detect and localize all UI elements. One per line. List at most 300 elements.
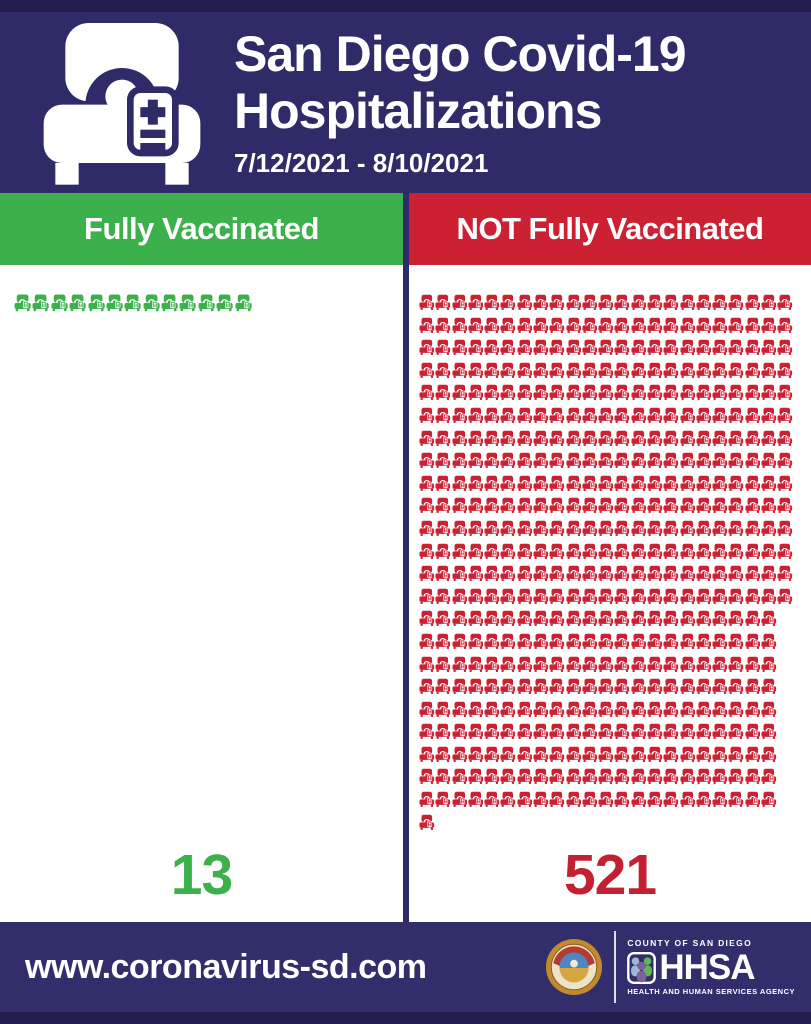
bed-icon [598, 722, 614, 741]
bed-icon [680, 519, 696, 538]
bed-icon [745, 429, 761, 448]
bed-icon [419, 542, 435, 561]
bed-icon [533, 383, 549, 402]
bed-icon-row [419, 316, 811, 335]
bed-icon [663, 677, 679, 696]
bed-icon [745, 496, 761, 515]
bed-icon [647, 609, 663, 628]
bed-icon [663, 519, 679, 538]
bed-icon [419, 632, 435, 651]
bottom-border-strip [0, 1012, 811, 1024]
bed-icon [484, 790, 500, 809]
bed-icon [566, 383, 582, 402]
bed-icon [712, 745, 728, 764]
bed-icon [517, 542, 533, 561]
bed-icon [549, 587, 565, 606]
bed-icon [435, 429, 451, 448]
column-not-fully-vaccinated [409, 193, 811, 922]
bed-icon [435, 722, 451, 741]
bed-icon [484, 722, 500, 741]
bed-icon [745, 519, 761, 538]
bed-icon [728, 542, 744, 561]
bed-icon [631, 519, 647, 538]
bed-icon [533, 564, 549, 583]
bed-icon [435, 700, 451, 719]
bed-icon [745, 338, 761, 357]
bed-icon [680, 655, 696, 674]
bed-icon-row [419, 564, 811, 583]
bed-icon [468, 496, 484, 515]
bed-icon [435, 293, 451, 312]
bed-icon [484, 564, 500, 583]
bed-icon [468, 429, 484, 448]
bed-icon [745, 383, 761, 402]
bed-icon [452, 790, 468, 809]
bed-icon [549, 361, 565, 380]
bed-icon [745, 451, 761, 470]
bed-icon [533, 609, 549, 628]
bed-icon [500, 587, 516, 606]
bed-icon [582, 587, 598, 606]
bed-icon [696, 587, 712, 606]
bed-icon [598, 767, 614, 786]
header-text [234, 26, 686, 179]
bed-icon [533, 790, 549, 809]
bed-icon [712, 790, 728, 809]
bed-icon-row [419, 655, 811, 674]
bed-icon [484, 496, 500, 515]
bed-icon-row [419, 587, 811, 606]
bed-icon [647, 361, 663, 380]
bed-icon [452, 700, 468, 719]
bed-icon [745, 361, 761, 380]
bed-icon [696, 722, 712, 741]
bed-icon [566, 609, 582, 628]
bed-icon [712, 519, 728, 538]
bed-icon [452, 632, 468, 651]
date-range: 7/12/2021 - 8/10/2021 [234, 148, 489, 178]
bed-icon [614, 496, 630, 515]
bed-icon [419, 564, 435, 583]
bed-icon [435, 564, 451, 583]
bed-icon [663, 632, 679, 651]
bed-icon [452, 474, 468, 493]
bed-icon-row [419, 406, 811, 425]
bed-icon [614, 790, 630, 809]
bed-icon [598, 361, 614, 380]
bed-icon [549, 406, 565, 425]
bed-icon [533, 655, 549, 674]
bed-icon [566, 293, 582, 312]
bed-icon [631, 609, 647, 628]
bed-icon [761, 790, 777, 809]
bed-icon [761, 316, 777, 335]
bed-icon [566, 496, 582, 515]
bed-icon [761, 383, 777, 402]
page-title [234, 26, 686, 139]
bed-icon [484, 767, 500, 786]
bed-icon [728, 767, 744, 786]
bed-icon [614, 700, 630, 719]
bed-icon [680, 361, 696, 380]
bed-icon [452, 655, 468, 674]
bed-icon [549, 790, 565, 809]
bed-icon [647, 519, 663, 538]
bed-icon [598, 632, 614, 651]
bed-icon-row [419, 609, 811, 628]
bed-icon [566, 564, 582, 583]
bed-icon [468, 316, 484, 335]
bed-icon [696, 406, 712, 425]
bed-icon [517, 429, 533, 448]
bed-icon [663, 338, 679, 357]
bed-icon [696, 361, 712, 380]
bed-icon [728, 519, 744, 538]
bed-icon [712, 767, 728, 786]
bed-icon [566, 429, 582, 448]
bed-icon [517, 700, 533, 719]
bed-icon [712, 429, 728, 448]
bed-icon [680, 677, 696, 696]
bed-icon [663, 496, 679, 515]
bed-icon [468, 564, 484, 583]
hospital-bed-icon [36, 18, 208, 188]
bed-icon [777, 338, 793, 357]
bed-icon [468, 406, 484, 425]
bed-icon [680, 722, 696, 741]
bed-icon [614, 587, 630, 606]
bed-icon [124, 293, 141, 313]
bed-icon [484, 700, 500, 719]
bed-icon [631, 632, 647, 651]
bed-icon [419, 587, 435, 606]
bed-icon [484, 338, 500, 357]
bed-icon [517, 338, 533, 357]
bed-icon [712, 655, 728, 674]
bed-icon [728, 677, 744, 696]
bed-icon [647, 745, 663, 764]
bed-icon [728, 564, 744, 583]
bed-icon [614, 429, 630, 448]
bed-icon [500, 429, 516, 448]
bed-icon [777, 542, 793, 561]
bed-icon [614, 451, 630, 470]
bed-icon [728, 655, 744, 674]
bed-icon [533, 519, 549, 538]
bed-icon [761, 587, 777, 606]
bed-icon [468, 655, 484, 674]
bed-icon [647, 564, 663, 583]
bed-icon [745, 722, 761, 741]
bed-icon [614, 406, 630, 425]
bed-icon [680, 700, 696, 719]
bed-icon [500, 519, 516, 538]
bed-icon [452, 722, 468, 741]
bed-icon [582, 790, 598, 809]
county-seal-icon [545, 938, 603, 996]
bed-icon [663, 293, 679, 312]
bed-icon [517, 632, 533, 651]
bed-icon [549, 655, 565, 674]
bed-icon [728, 722, 744, 741]
bed-icon [728, 474, 744, 493]
bed-icon [680, 338, 696, 357]
hhsa-logo [627, 938, 795, 996]
bed-icon [631, 677, 647, 696]
bed-icon [598, 587, 614, 606]
bed-icon [484, 609, 500, 628]
bed-icon [745, 293, 761, 312]
bed-icon [500, 383, 516, 402]
bed-icon [761, 474, 777, 493]
bed-icon [745, 564, 761, 583]
column-header-fully-vaccinated: Fully Vaccinated [0, 193, 403, 265]
bed-icon [517, 609, 533, 628]
bed-icon [419, 519, 435, 538]
bed-icon [435, 767, 451, 786]
bed-icon [647, 722, 663, 741]
bed-icon [728, 700, 744, 719]
bed-icon [761, 496, 777, 515]
bed-icon [696, 451, 712, 470]
bed-icon [435, 790, 451, 809]
bed-icon [663, 700, 679, 719]
bed-icon [712, 632, 728, 651]
bed-icon [663, 451, 679, 470]
bed-icon [582, 316, 598, 335]
bed-icon-row [419, 700, 811, 719]
bed-icon [566, 745, 582, 764]
bed-icon [777, 587, 793, 606]
bed-icon [500, 722, 516, 741]
bed-icon [712, 609, 728, 628]
bed-icon [452, 677, 468, 696]
bed-icon [582, 632, 598, 651]
bed-icon [533, 677, 549, 696]
bed-icon [435, 316, 451, 335]
bed-icon [631, 700, 647, 719]
bed-icon [712, 496, 728, 515]
bed-icon [419, 383, 435, 402]
bed-icon [533, 316, 549, 335]
bed-icon [712, 564, 728, 583]
bed-icon [517, 745, 533, 764]
bed-icon [728, 429, 744, 448]
bed-icon [745, 790, 761, 809]
bed-icon [435, 655, 451, 674]
bed-icon [435, 383, 451, 402]
bed-icon [647, 700, 663, 719]
bed-icon [484, 361, 500, 380]
bed-icon [419, 474, 435, 493]
bed-icon [777, 496, 793, 515]
bed-icon [517, 587, 533, 606]
bed-icon [500, 700, 516, 719]
bed-icon [143, 293, 160, 313]
bed-icon [419, 451, 435, 470]
bed-icon [566, 722, 582, 741]
bed-icon [680, 383, 696, 402]
bed-icon [533, 406, 549, 425]
bed-icon [500, 655, 516, 674]
bed-icon [647, 293, 663, 312]
bed-icon [484, 429, 500, 448]
bed-icon [696, 316, 712, 335]
bed-icon [663, 790, 679, 809]
bed-icon [761, 406, 777, 425]
bed-icon [663, 316, 679, 335]
bed-icon [500, 677, 516, 696]
bed-icon [696, 609, 712, 628]
pictograph-not-fully-vaccinated [409, 265, 811, 842]
bed-icon [484, 745, 500, 764]
bed-icon [484, 655, 500, 674]
bed-icon [468, 338, 484, 357]
bed-icon [419, 677, 435, 696]
bed-icon [728, 316, 744, 335]
bed-icon [712, 474, 728, 493]
bed-icon [631, 790, 647, 809]
bed-icon [631, 451, 647, 470]
bed-icon [647, 429, 663, 448]
bed-icon [566, 474, 582, 493]
bed-icon [533, 700, 549, 719]
bed-icon [598, 406, 614, 425]
bed-icon [500, 496, 516, 515]
bed-icon [500, 451, 516, 470]
bed-icon [598, 474, 614, 493]
bed-icon-row [419, 451, 811, 470]
bed-icon [647, 542, 663, 561]
bed-icon [582, 383, 598, 402]
bed-icon [435, 745, 451, 764]
bed-icon [777, 451, 793, 470]
bed-icon [631, 587, 647, 606]
bed-icon [106, 293, 123, 313]
bed-icon [777, 406, 793, 425]
bed-icon [517, 790, 533, 809]
bed-icon [452, 587, 468, 606]
bed-icon [582, 293, 598, 312]
bed-icon [631, 338, 647, 357]
bed-icon [549, 564, 565, 583]
bed-icon [761, 632, 777, 651]
bed-icon [452, 496, 468, 515]
bed-icon [777, 293, 793, 312]
bed-icon [647, 767, 663, 786]
bed-icon [777, 564, 793, 583]
bed-icon [631, 722, 647, 741]
bed-icon [533, 767, 549, 786]
bed-icon [680, 474, 696, 493]
header [0, 12, 811, 193]
bed-icon [745, 406, 761, 425]
bed-icon [468, 677, 484, 696]
bed-icon [598, 338, 614, 357]
bed-icon [582, 745, 598, 764]
bed-icon [728, 406, 744, 425]
bed-icon [614, 677, 630, 696]
bed-icon [631, 474, 647, 493]
bed-icon [582, 338, 598, 357]
bed-icon [435, 677, 451, 696]
hhsa-people-icon [627, 952, 656, 984]
bed-icon [647, 316, 663, 335]
bed-icon [582, 406, 598, 425]
bed-icon [533, 361, 549, 380]
bed-icon [728, 293, 744, 312]
bed-icon [216, 293, 233, 313]
column-header-not-fully-vaccinated: NOT Fully Vaccinated [409, 193, 811, 265]
bed-icon [419, 338, 435, 357]
bed-icon [647, 474, 663, 493]
bed-icon [761, 677, 777, 696]
bed-icon [419, 722, 435, 741]
bed-icon [582, 451, 598, 470]
bed-icon [419, 655, 435, 674]
bed-icon [161, 293, 178, 313]
bed-icon [582, 655, 598, 674]
bed-icon [598, 316, 614, 335]
bed-icon [696, 383, 712, 402]
bed-icon [598, 383, 614, 402]
bed-icon-row [419, 338, 811, 357]
bed-icon [761, 429, 777, 448]
bed-icon [696, 700, 712, 719]
bed-icon [566, 519, 582, 538]
bed-icon [500, 609, 516, 628]
bed-icon [500, 474, 516, 493]
bed-icon [696, 655, 712, 674]
bed-icon [484, 587, 500, 606]
bed-icon [712, 406, 728, 425]
bed-icon [777, 474, 793, 493]
bed-icon [582, 609, 598, 628]
bed-icon [631, 383, 647, 402]
bed-icon [198, 293, 215, 313]
bed-icon [549, 677, 565, 696]
bed-icon [647, 338, 663, 357]
bed-icon [598, 745, 614, 764]
bed-icon [32, 293, 49, 313]
bed-icon [680, 632, 696, 651]
bed-icon [582, 361, 598, 380]
bed-icon [419, 361, 435, 380]
bed-icon-row [419, 383, 811, 402]
bed-icon [647, 587, 663, 606]
bed-icon-row [419, 429, 811, 448]
bed-icon [745, 655, 761, 674]
hhsa-acronym: HHSA [659, 948, 755, 987]
bed-icon [712, 451, 728, 470]
bed-icon [533, 542, 549, 561]
bed-icon [500, 293, 516, 312]
bed-icon [517, 655, 533, 674]
bed-icon [517, 767, 533, 786]
bed-icon [761, 293, 777, 312]
bed-icon [566, 361, 582, 380]
bed-icon [468, 451, 484, 470]
bed-icon [484, 474, 500, 493]
bed-icon [631, 293, 647, 312]
bed-icon [680, 542, 696, 561]
bed-icon [696, 677, 712, 696]
bed-icon [566, 316, 582, 335]
bed-icon [582, 677, 598, 696]
bed-icon [745, 609, 761, 628]
bed-icon [598, 429, 614, 448]
bed-icon [549, 293, 565, 312]
